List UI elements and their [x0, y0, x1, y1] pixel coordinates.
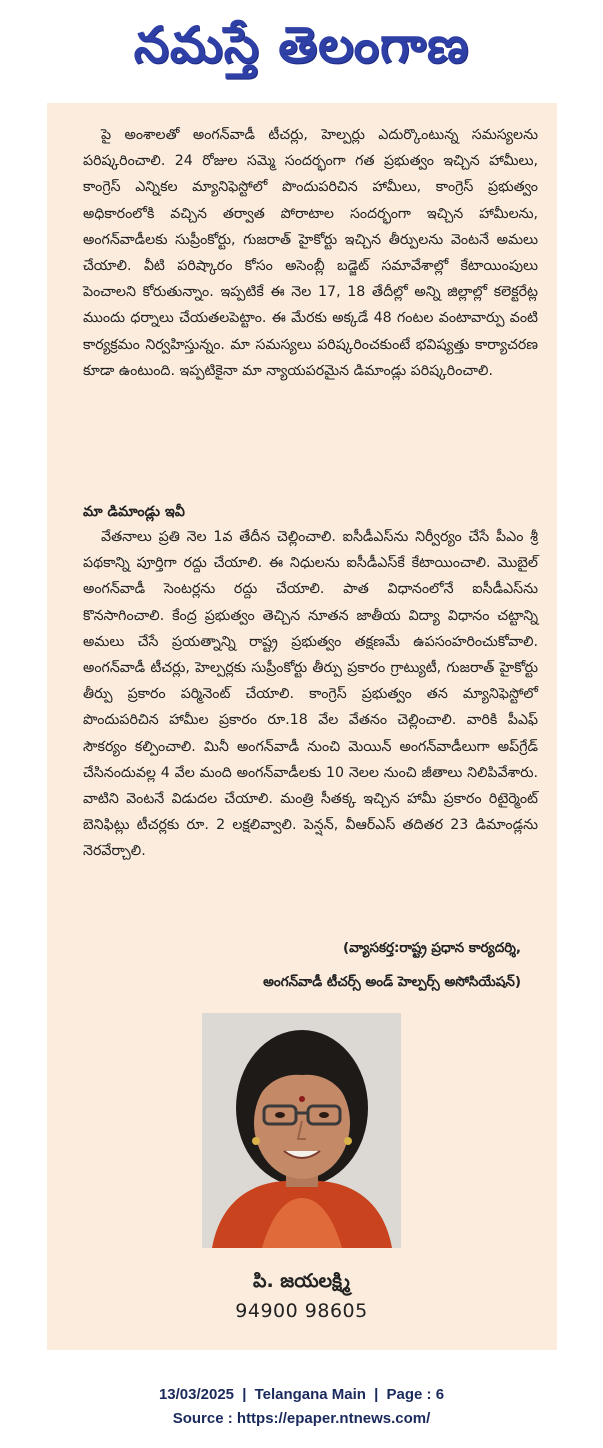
author-portrait-illustration — [202, 1013, 401, 1248]
footer-separator: | — [242, 1386, 247, 1403]
footer-date-edition-page — [0, 1386, 603, 1403]
footer-source: Source : https://epaper.ntnews.com/ — [172, 1410, 431, 1427]
footer-edition: Telangana Main — [254, 1386, 366, 1403]
author-phone: 94900 98605 — [235, 1300, 368, 1322]
byline-role: (వ్యాసకర్త:రాష్ట్ర ప్రధాన కార్యదర్శి, — [342, 940, 521, 956]
footer-page: Page : 6 — [386, 1386, 445, 1403]
article-paragraph-1: పై అంశాలతో అంగన్‌వాడీ టీచర్లు, హెల్పర్లు ఎదుర్కొంటున్న సమస్యలను పరిష్కరించాలి. 24 రోజుల సమ్మె సందర్భంగా గత ప్రభుత్వం ఇచ్చిన హామీలు, కాంగ్రెస్ ఎన్నికల మ్యానిఫెస్టోలో పొందుపరిచిన హామీలు, కాంగ్రెస్ ప్రభుత్వం అధికారంలోకి వచ్చిన తర్వాత పోరాటాల సందర్భంగా ఇచ్చిన హామీలను, అంగన్‌వాడీలకు సుప్రీంకోర్టు, గుజరాత్ హైకోర్టు ఇచ్చిన తీర్పులను వెంటనే అమలు చేయాలి. వీటి పరిష్కారం కోసం అసెంబ్లీ బడ్జెట్ సమావేశాల్లో కేటాయింపులు పెంచాలని కోరుతున్నాం. ఇప్పటికే ఈ నెల 17, 18 తేదీల్లో అన్ని జిల్లాల్లో కలెక్టరేట్ల ముందు ధర్నాలు చేయతలపెట్టాం. ఈ మేరకు అక్కడే 48 గంటల వంటావార్పు వంటి కార్యక్రమం నిర్వహిస్తున్నం. మా సమస్యలు పరిష్కరించకుంటే భవిష్యత్తు కార్యాచరణ కూడా ఉంటుంది. ఇప్పటికైనా మా న్యాయపరమైన డిమాండ్లు పరిష్కరించాలి. — [83, 127, 538, 379]
byline-organization: అంగన్‌వాడీ టీచర్స్ అండ్ హెల్పర్స్ అసోసియేషన్) — [263, 974, 521, 990]
author-name: పి. జయలక్ష్మి — [252, 1270, 351, 1292]
masthead — [0, 6, 603, 84]
demands-subheading: మా డిమాండ్లు ఇవీ — [83, 504, 185, 520]
author-photo — [202, 1013, 401, 1248]
newspaper-logo-title: నమస్తే తెలంగాణ — [133, 16, 470, 74]
footer-separator: | — [374, 1386, 379, 1403]
article-paragraph-2: వేతనాలు ప్రతి నెల 1వ తేదీన చెల్లించాలి. ఐసీడీఎస్‌ను నిర్వీర్యం చేసే పీఎం శ్రీ పథకాన్ని పూర్తిగా రద్దు చేయాలి. ఈ నిధులను ఐసీడీఎస్‌కే కేటాయించాలి. మొబైల్ అంగన్‌వాడీ సెంటర్లను రద్దు చేయాలి. పాత విధానంలోనే ఐసీడీఎస్‌ను కొనసాగించాలి. కేంద్ర ప్రభుత్వం తెచ్చిన నూతన జాతీయ విద్యా విధానం చట్టాన్ని అమలు చేసే ప్రయత్నాన్ని రాష్ట్ర ప్రభుత్వం తక్షణమే ఉపసంహరించుకోవాలి. అంగన్‌వాడీ టీచర్లు, హెల్పర్లకు సుప్రీంకోర్టు తీర్పు ప్రకారం గ్రాట్యుటీ, గుజరాత్ హైకోర్టు తీర్పు ప్రకారం పర్మినెంట్ చేయాలి. కాంగ్రెస్ ప్రభుత్వం తన మ్యానిఫెస్టోలో పొందుపరిచిన హామీల ప్రకారం రూ.18 వేల వేతనం చెల్లించాలి. వారికి పీఎఫ్ సౌకర్యం కల్పించాలి. మినీ అంగన్‌వాడీ నుంచి మెయిన్ అంగన్‌వాడీలుగా అప్‌గ్రేడ్ చేసినందువల్ల 4 వేల మంది అంగన్‌వాడీలకు 10 నెలల నుంచి జీతాలు నిలిపివేశారు. వాటిని వెంటనే విడుదల చేయాలి. మంత్రి సీతక్క ఇచ్చిన హామీ ప్రకారం రిటైర్మెంట్ బెనిఫిట్లు టీచర్లకు రూ. 2 లక్షలివ్వాలి. పెన్షన్, వీఆర్‌ఎస్ తదితర 23 డిమాండ్లను నెరవేర్చాలి. — [83, 529, 538, 860]
footer-date: 13/03/2025 — [158, 1386, 235, 1403]
